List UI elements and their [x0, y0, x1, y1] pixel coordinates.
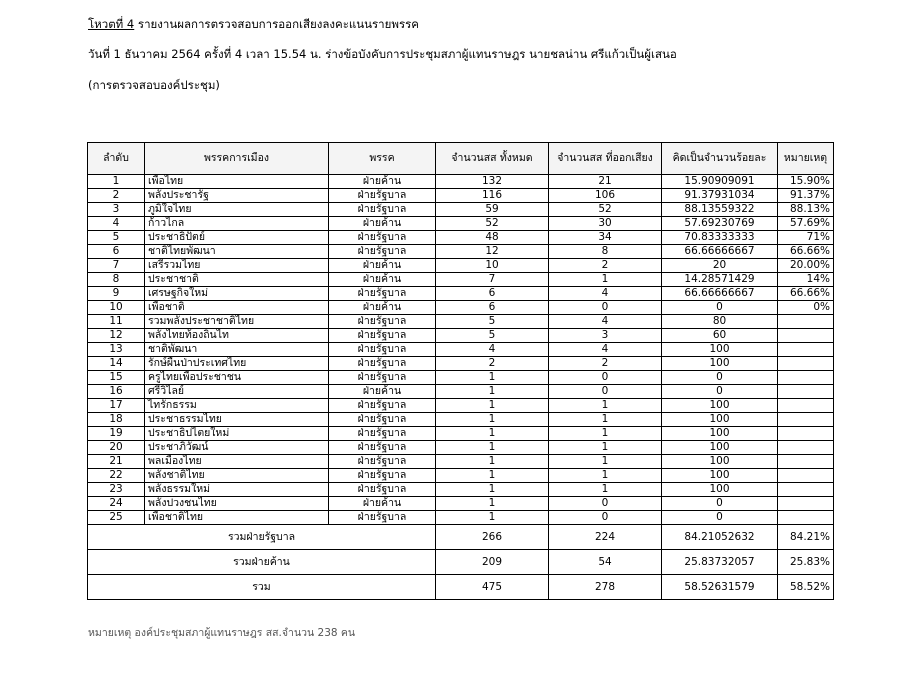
table-row [88, 217, 834, 231]
cell-voted-mp: 0 [549, 497, 662, 511]
cell-side: ฝ่ายรัฐบาล [329, 441, 436, 455]
cell-note: 91.37% [778, 189, 834, 203]
cell-party: เพื่อชาติ [145, 301, 329, 315]
cell-side: ฝ่ายรัฐบาล [329, 189, 436, 203]
table-row [88, 259, 834, 273]
summary-percent: 25.83732057 [662, 550, 778, 575]
col-header-total-mp: จำนวนสส ทั้งหมด [436, 143, 549, 175]
cell-percent: 80 [662, 315, 778, 329]
table-row [88, 497, 834, 511]
cell-note [778, 497, 834, 511]
summary-note: 58.52% [778, 575, 834, 600]
cell-percent: 66.66666667 [662, 287, 778, 301]
cell-side: ฝ่ายรัฐบาล [329, 315, 436, 329]
table-row [88, 357, 834, 371]
cell-percent: 0 [662, 497, 778, 511]
cell-voted-mp: 1 [549, 399, 662, 413]
cell-side: ฝ่ายค้าน [329, 301, 436, 315]
cell-side: ฝ่ายค้าน [329, 259, 436, 273]
cell-party: ประชาธิปัตย์ [145, 231, 329, 245]
cell-total-mp: 1 [436, 427, 549, 441]
table-row [88, 399, 834, 413]
cell-no: 1 [88, 175, 145, 189]
cell-total-mp: 5 [436, 329, 549, 343]
table-row [88, 413, 834, 427]
summary-total-mp: 475 [436, 575, 549, 600]
cell-percent: 100 [662, 343, 778, 357]
cell-percent: 57.69230769 [662, 217, 778, 231]
cell-total-mp: 7 [436, 273, 549, 287]
cell-total-mp: 5 [436, 315, 549, 329]
cell-voted-mp: 52 [549, 203, 662, 217]
cell-no: 10 [88, 301, 145, 315]
cell-voted-mp: 0 [549, 511, 662, 525]
cell-no: 14 [88, 357, 145, 371]
cell-voted-mp: 1 [549, 273, 662, 287]
cell-percent: 100 [662, 399, 778, 413]
report-subtitle: (การตรวจสอบองค์ประชุม) [88, 78, 220, 92]
summary-voted-mp: 278 [549, 575, 662, 600]
cell-percent: 91.37931034 [662, 189, 778, 203]
cell-total-mp: 1 [436, 511, 549, 525]
cell-side: ฝ่ายรัฐบาล [329, 231, 436, 245]
cell-total-mp: 1 [436, 455, 549, 469]
cell-percent: 0 [662, 301, 778, 315]
col-header-no: ลำดับ [88, 143, 145, 175]
cell-no: 6 [88, 245, 145, 259]
cell-note [778, 399, 834, 413]
cell-total-mp: 6 [436, 301, 549, 315]
cell-voted-mp: 1 [549, 469, 662, 483]
cell-no: 24 [88, 497, 145, 511]
cell-party: เสรีรวมไทย [145, 259, 329, 273]
cell-no: 2 [88, 189, 145, 203]
cell-note: 20.00% [778, 259, 834, 273]
cell-no: 17 [88, 399, 145, 413]
cell-side: ฝ่ายรัฐบาล [329, 371, 436, 385]
cell-party: ไทรักธรรม [145, 399, 329, 413]
col-header-voted-mp: จำนวนสส ที่ออกเสียง [549, 143, 662, 175]
cell-percent: 100 [662, 427, 778, 441]
cell-no: 16 [88, 385, 145, 399]
summary-note: 84.21% [778, 525, 834, 550]
cell-side: ฝ่ายรัฐบาล [329, 413, 436, 427]
summary-row [88, 550, 834, 575]
cell-percent: 100 [662, 441, 778, 455]
cell-party: ประชาชาติ [145, 273, 329, 287]
cell-total-mp: 2 [436, 357, 549, 371]
summary-total-mp: 209 [436, 550, 549, 575]
cell-party: เศรษฐกิจใหม่ [145, 287, 329, 301]
cell-party: ชาติพัฒนา [145, 343, 329, 357]
cell-voted-mp: 8 [549, 245, 662, 259]
cell-no: 18 [88, 413, 145, 427]
cell-side: ฝ่ายรัฐบาล [329, 399, 436, 413]
cell-total-mp: 1 [436, 441, 549, 455]
summary-voted-mp: 54 [549, 550, 662, 575]
cell-voted-mp: 2 [549, 259, 662, 273]
table-row [88, 315, 834, 329]
cell-note [778, 357, 834, 371]
cell-total-mp: 6 [436, 287, 549, 301]
cell-no: 12 [88, 329, 145, 343]
table-row [88, 483, 834, 497]
cell-voted-mp: 34 [549, 231, 662, 245]
cell-side: ฝ่ายค้าน [329, 175, 436, 189]
cell-side: ฝ่ายรัฐบาล [329, 427, 436, 441]
cell-side: ฝ่ายค้าน [329, 385, 436, 399]
cell-note [778, 441, 834, 455]
cell-note: 88.13% [778, 203, 834, 217]
col-header-side: พรรค [329, 143, 436, 175]
cell-no: 15 [88, 371, 145, 385]
summary-voted-mp: 224 [549, 525, 662, 550]
table-row [88, 511, 834, 525]
table-row [88, 175, 834, 189]
table-row [88, 469, 834, 483]
footnote: หมายเหตุ องค์ประชุมสภาผู้แทนราษฎร สส.จำนวน 238 คน [88, 627, 356, 639]
cell-total-mp: 1 [436, 371, 549, 385]
table-row [88, 427, 834, 441]
cell-note: 57.69% [778, 217, 834, 231]
cell-no: 4 [88, 217, 145, 231]
table-header-row [88, 143, 834, 175]
summary-percent: 84.21052632 [662, 525, 778, 550]
cell-voted-mp: 0 [549, 385, 662, 399]
table-row [88, 245, 834, 259]
cell-party: เพื่อชาติไทย [145, 511, 329, 525]
summary-label: รวมฝ่ายค้าน [88, 550, 436, 575]
cell-total-mp: 132 [436, 175, 549, 189]
cell-no: 9 [88, 287, 145, 301]
cell-side: ฝ่ายรัฐบาล [329, 329, 436, 343]
cell-party: ประชาภิวัฒน์ [145, 441, 329, 455]
cell-percent: 0 [662, 371, 778, 385]
cell-total-mp: 1 [436, 413, 549, 427]
cell-voted-mp: 3 [549, 329, 662, 343]
cell-note [778, 483, 834, 497]
cell-voted-mp: 0 [549, 301, 662, 315]
cell-note [778, 427, 834, 441]
table-row [88, 273, 834, 287]
cell-percent: 100 [662, 413, 778, 427]
cell-percent: 66.66666667 [662, 245, 778, 259]
cell-no: 3 [88, 203, 145, 217]
cell-note [778, 315, 834, 329]
summary-row [88, 525, 834, 550]
cell-percent: 100 [662, 469, 778, 483]
table-row [88, 189, 834, 203]
cell-total-mp: 116 [436, 189, 549, 203]
cell-voted-mp: 30 [549, 217, 662, 231]
col-header-note: หมายเหตุ [778, 143, 834, 175]
cell-party: ประชาธรรมไทย [145, 413, 329, 427]
cell-voted-mp: 1 [549, 441, 662, 455]
cell-percent: 100 [662, 455, 778, 469]
col-header-party: พรรคการเมือง [145, 143, 329, 175]
cell-no: 5 [88, 231, 145, 245]
cell-no: 20 [88, 441, 145, 455]
cell-party: รักษ์ผืนป่าประเทศไทย [145, 357, 329, 371]
cell-no: 19 [88, 427, 145, 441]
cell-percent: 100 [662, 483, 778, 497]
cell-party: พลังชาติไทย [145, 469, 329, 483]
cell-party: รวมพลังประชาชาติไทย [145, 315, 329, 329]
cell-voted-mp: 0 [549, 371, 662, 385]
cell-percent: 14.28571429 [662, 273, 778, 287]
cell-percent: 15.90909091 [662, 175, 778, 189]
cell-voted-mp: 21 [549, 175, 662, 189]
cell-note: 14% [778, 273, 834, 287]
cell-note [778, 329, 834, 343]
cell-note: 0% [778, 301, 834, 315]
summary-percent: 58.52631579 [662, 575, 778, 600]
cell-percent: 100 [662, 357, 778, 371]
cell-no: 13 [88, 343, 145, 357]
table-row [88, 231, 834, 245]
cell-total-mp: 1 [436, 385, 549, 399]
cell-voted-mp: 4 [549, 343, 662, 357]
table-row [88, 441, 834, 455]
vote-number: โหวตที่ 4 [88, 17, 135, 31]
cell-note [778, 455, 834, 469]
cell-side: ฝ่ายค้าน [329, 497, 436, 511]
cell-side: ฝ่ายรัฐบาล [329, 343, 436, 357]
report-title [88, 16, 419, 34]
cell-percent: 88.13559322 [662, 203, 778, 217]
cell-party: พลังปวงชนไทย [145, 497, 329, 511]
table-row [88, 301, 834, 315]
cell-total-mp: 48 [436, 231, 549, 245]
summary-total-mp: 266 [436, 525, 549, 550]
report-date-line: วันที่ 1 ธันวาคม 2564 ครั้งที่ 4 เวลา 15.54 น. ร่างข้อบังคับการประชุมสภาผู้แทนราษฎร นายชลน่าน ศรีแก้วเป็นผู้เสนอ [88, 47, 677, 61]
cell-side: ฝ่ายรัฐบาล [329, 203, 436, 217]
cell-voted-mp: 106 [549, 189, 662, 203]
cell-party: ชาติไทยพัฒนา [145, 245, 329, 259]
cell-party: ประชาธิปไตยใหม่ [145, 427, 329, 441]
cell-percent: 60 [662, 329, 778, 343]
cell-no: 7 [88, 259, 145, 273]
table-row [88, 455, 834, 469]
cell-note: 15.90% [778, 175, 834, 189]
cell-party: พลเมืองไทย [145, 455, 329, 469]
cell-party: ภูมิใจไทย [145, 203, 329, 217]
summary-label: รวม [88, 575, 436, 600]
cell-voted-mp: 4 [549, 287, 662, 301]
cell-total-mp: 12 [436, 245, 549, 259]
cell-total-mp: 1 [436, 469, 549, 483]
cell-party: ครูไทยเพื่อประชาชน [145, 371, 329, 385]
table-body [88, 175, 834, 600]
cell-side: ฝ่ายรัฐบาล [329, 245, 436, 259]
summary-label: รวมฝ่ายรัฐบาล [88, 525, 436, 550]
cell-side: ฝ่ายรัฐบาล [329, 483, 436, 497]
cell-total-mp: 1 [436, 399, 549, 413]
cell-note: 66.66% [778, 245, 834, 259]
cell-note [778, 413, 834, 427]
cell-percent: 0 [662, 511, 778, 525]
cell-no: 21 [88, 455, 145, 469]
cell-percent: 0 [662, 385, 778, 399]
summary-row [88, 575, 834, 600]
cell-note: 71% [778, 231, 834, 245]
cell-total-mp: 59 [436, 203, 549, 217]
cell-voted-mp: 1 [549, 483, 662, 497]
cell-total-mp: 52 [436, 217, 549, 231]
cell-side: ฝ่ายค้าน [329, 273, 436, 287]
cell-party: ศรีวิไลย์ [145, 385, 329, 399]
table-row [88, 385, 834, 399]
table-row [88, 203, 834, 217]
cell-no: 8 [88, 273, 145, 287]
cell-no: 11 [88, 315, 145, 329]
cell-side: ฝ่ายรัฐบาล [329, 455, 436, 469]
cell-note: 66.66% [778, 287, 834, 301]
cell-no: 22 [88, 469, 145, 483]
cell-party: ก้าวไกล [145, 217, 329, 231]
cell-percent: 70.83333333 [662, 231, 778, 245]
table-row [88, 287, 834, 301]
cell-note [778, 469, 834, 483]
cell-voted-mp: 4 [549, 315, 662, 329]
cell-note [778, 343, 834, 357]
cell-side: ฝ่ายรัฐบาล [329, 469, 436, 483]
cell-note [778, 511, 834, 525]
cell-side: ฝ่ายค้าน [329, 217, 436, 231]
cell-party: เพื่อไทย [145, 175, 329, 189]
cell-note [778, 385, 834, 399]
cell-percent: 20 [662, 259, 778, 273]
cell-total-mp: 1 [436, 483, 549, 497]
cell-side: ฝ่ายรัฐบาล [329, 511, 436, 525]
report-title-text: รายงานผลการตรวจสอบการออกเสียงลงคะแนนรายพรรค [134, 17, 420, 31]
cell-voted-mp: 2 [549, 357, 662, 371]
cell-side: ฝ่ายรัฐบาล [329, 287, 436, 301]
table-row [88, 371, 834, 385]
cell-no: 25 [88, 511, 145, 525]
cell-no: 23 [88, 483, 145, 497]
party-vote-table [87, 142, 834, 600]
table-row [88, 343, 834, 357]
cell-party: พลังไทยท้องถิ่นไท [145, 329, 329, 343]
summary-note: 25.83% [778, 550, 834, 575]
cell-party: พลังธรรมใหม่ [145, 483, 329, 497]
table-row [88, 329, 834, 343]
cell-voted-mp: 1 [549, 427, 662, 441]
cell-side: ฝ่ายรัฐบาล [329, 357, 436, 371]
cell-total-mp: 10 [436, 259, 549, 273]
cell-note [778, 371, 834, 385]
cell-total-mp: 4 [436, 343, 549, 357]
cell-voted-mp: 1 [549, 455, 662, 469]
cell-voted-mp: 1 [549, 413, 662, 427]
cell-party: พลังประชารัฐ [145, 189, 329, 203]
col-header-percent: คิดเป็นจำนวนร้อยละ [662, 143, 778, 175]
cell-total-mp: 1 [436, 497, 549, 511]
